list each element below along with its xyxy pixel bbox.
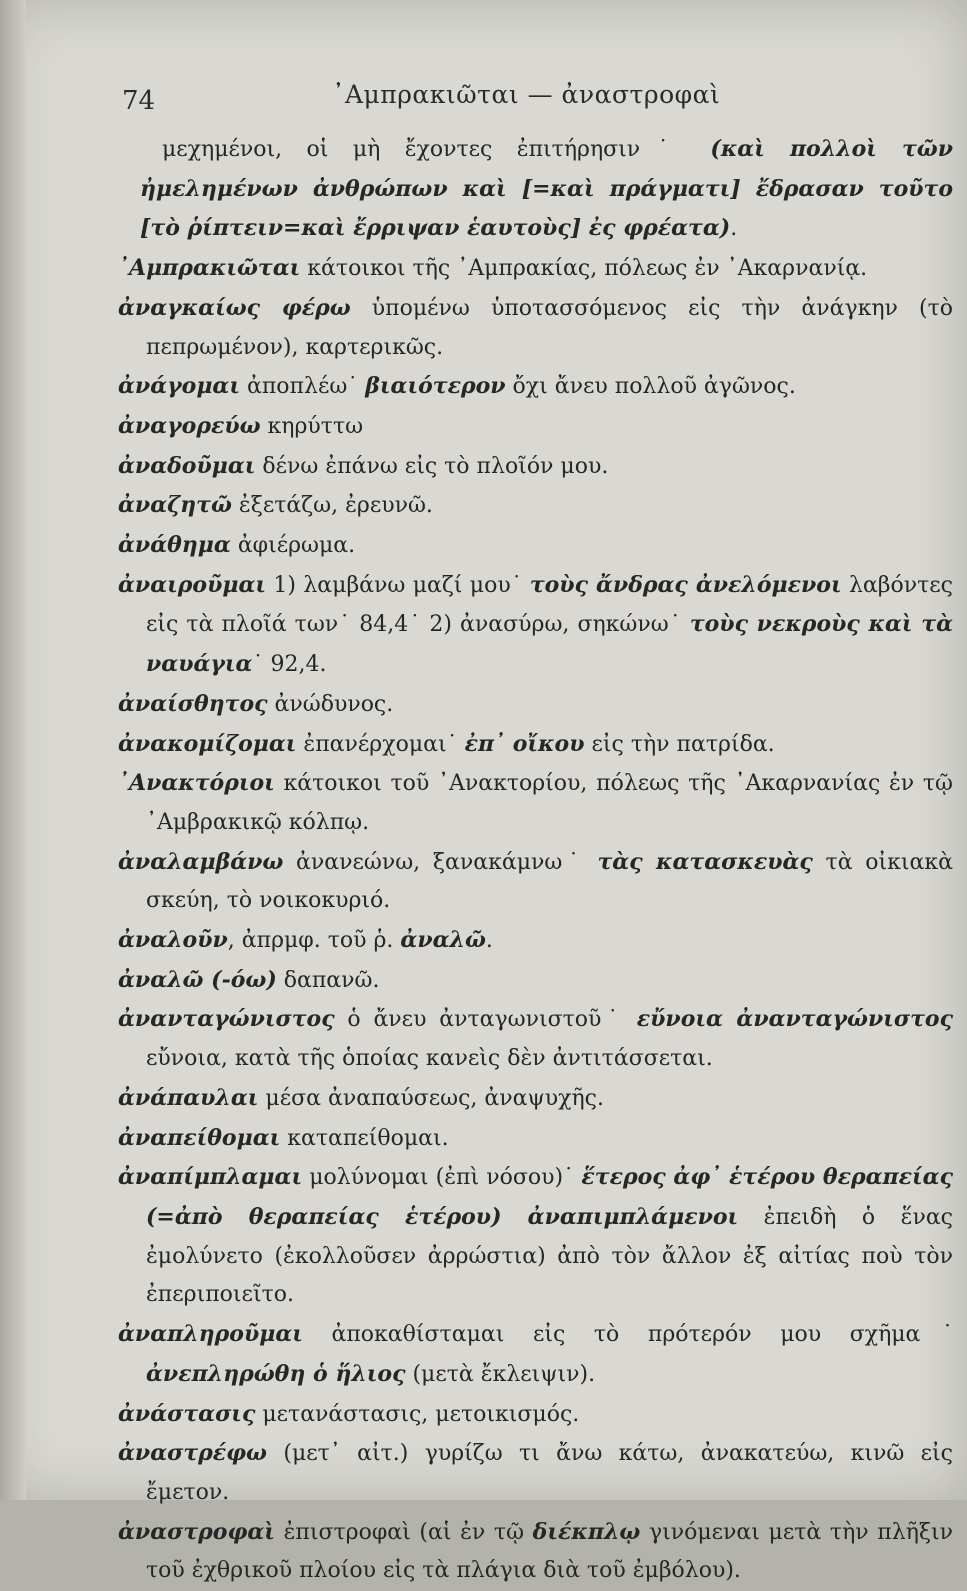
- headword: ἀναγκαίως φέρω: [118, 294, 351, 321]
- running-head: ᾿Αμπρακιῶται — ἀναστροφαὶ: [332, 80, 721, 109]
- headword: ἀναλῶ (-όω): [118, 966, 277, 993]
- glossary-entry: ἀνάστασις μετανάστασις, μετοικισμός.: [118, 1400, 580, 1427]
- headword: ἀνάγομαι: [118, 373, 240, 400]
- glossary-entry: ἀναπείθομαι καταπείθομαι.: [118, 1124, 449, 1151]
- headword: ἀνανταγώνιστος: [118, 1006, 335, 1033]
- glossary-entry: ἀναπίμπλαμαι μολύνομαι (ἐπὶ νόσου)˙ ἕτερος ἀφ᾿ ἑτέρου θεραπείας (=ἀπὸ θεραπείας ἑτέρου) ἀναπιμπλάμενοι ἐπειδὴ ὁ ἕνας ἐμολύνετο (ἐκολλοῦσεν ἀρρώστια) ἀπὸ τὸν ἄλλον ἐξ αἰτίας ποὺ τὸν ἐπεριποιεῖτο.: [118, 1164, 953, 1308]
- headword: ἀναγορεύω: [118, 412, 261, 439]
- glossary-entry: ἀναδοῦμαι δένω ἐπάνω εἰς τὸ πλοῖόν μου.: [118, 452, 609, 479]
- glossary-entry: ᾿Ανακτόριοι κάτοικοι τοῦ ᾿Ανακτορίου, πόλεως τῆς ᾿Ακαρνανίας ἐν τῷ ᾿Αμβρακικῷ κόλπῳ.: [118, 770, 953, 835]
- glossary-entry: ἀνακομίζομαι ἐπανέρχομαι˙ ἐπ᾿ οἴκου εἰς τὴν πατρίδα.: [118, 730, 775, 757]
- page-binding-edge: [0, 0, 26, 1500]
- glossary-entry: ἀναλοῦν, ἀπρμφ. τοῦ ῥ. ἀναλῶ.: [118, 927, 493, 954]
- glossary-entry: ἀνάθημα ἀφιέρωμα.: [118, 532, 356, 559]
- glossary-entry: ἀναγορεύω κηρύττω: [118, 412, 364, 439]
- glossary-entry: ἀναζητῶ ἐξετάζω, ἐρευνῶ.: [118, 492, 433, 519]
- glossary-entry: ἀνάγομαι ἀποπλέω˙ βιαιότερον ὄχι ἄνευ πολλοῦ ἀγῶνος.: [118, 373, 796, 400]
- page-number: 74: [122, 86, 156, 116]
- headword: ἀναστρέφω: [118, 1440, 268, 1467]
- headword: ἀναίσθητος: [118, 690, 268, 717]
- headword: ἀνακομίζομαι: [118, 730, 297, 757]
- headword: ἀναδοῦμαι: [118, 452, 256, 479]
- headword: ᾿Αμπρακιῶται: [118, 255, 301, 282]
- glossary-entry: ἀναιροῦμαι 1) λαμβάνω μαζί μου˙ τοὺς ἄνδρας ἀνελόμενοι λαβόντες εἰς τὰ πλοῖά των˙ 84,4˙ 2) ἀνασύρω, σηκώνω˙ τοὺς νεκροὺς καὶ τὰ ναυάγια˙ 92,4.: [118, 571, 953, 678]
- glossary-entry: ἀνάπαυλαι μέσα ἀναπαύσεως, ἀναψυχῆς.: [118, 1084, 604, 1111]
- headword: ἀναπίμπλαμαι: [118, 1164, 303, 1191]
- headword: ἀναπείθομαι: [118, 1124, 281, 1151]
- headword: ἀναιροῦμαι: [118, 571, 267, 598]
- headword: ἀνάθημα: [118, 532, 231, 559]
- glossary-entry: ἀνανταγώνιστος ὁ ἄνευ ἀνταγωνιστοῦ˙ εὔνοια ἀνανταγώνιστος εὔνοια, κατὰ τῆς ὁποίας κανεὶς δὲν ἀντιτάσσεται.: [118, 1006, 954, 1072]
- glossary-entry: ἀναστρέφω (μετ᾿ αἰτ.) γυρίζω τι ἄνω κάτω, ἀνακατεύω, κινῶ εἰς ἔμετον.: [118, 1440, 953, 1505]
- headword: ἀνάστασις: [118, 1400, 256, 1427]
- page-header: [122, 76, 962, 116]
- headword: ἀναζητῶ: [118, 492, 232, 519]
- glossary-entry: ἀναπληροῦμαι ἀποκαθίσταμαι εἰς τὸ πρότερόν μου σχῆμα˙ ἀνεπληρώθη ὁ ἥλιος (μετὰ ἔκλειψιν).: [118, 1321, 953, 1387]
- glossary-entry: ἀναλαμβάνω ἀνανεώνω, ξανακάμνω˙ τὰς κατασκευὰς τὰ οἰκιακὰ σκεύη, τὸ νοικοκυριό.: [118, 848, 953, 914]
- headword: ᾿Ανακτόριοι: [118, 770, 275, 797]
- headword: ἀνάπαυλαι: [118, 1084, 259, 1111]
- glossary-entry: ᾿Αμπρακιῶται κάτοικοι τῆς ᾿Αμπρακίας, πόλεως ἐν ᾿Ακαρνανίᾳ.: [118, 255, 868, 282]
- glossary-entry: ἀναστροφαὶ ἐπιστροφαὶ (αἱ ἐν τῷ διέκπλῳ γινόμεναι μετὰ τὴν πλῆξιν τοῦ ἐχθρικοῦ πλοίου εἰς τὰ πλάγια διὰ τοῦ ἐμβόλου).: [118, 1518, 953, 1584]
- glossary-entry: ἀναίσθητος ἀνώδυνος.: [118, 690, 394, 717]
- glossary-entry: μεχημένοι, οἱ μὴ ἔχοντες ἐπιτήρησιν˙ (καὶ πολλοὶ τῶν ἠμελημένων ἀνθρώπων καὶ [=καὶ πράγματι] ἔδρασαν τοῦτο [τὸ ῥίπτειν=καὶ ἔρριψαν ἑαυτοὺς] ἐς φρέατα).: [140, 136, 953, 242]
- headword: ἀναστροφαὶ: [118, 1518, 275, 1545]
- headword: ἀναπληροῦμαι: [118, 1321, 303, 1348]
- glossary-text: [118, 130, 953, 1591]
- headword: ἀναλοῦν: [118, 927, 228, 954]
- headword: ἀναλαμβάνω: [118, 848, 284, 875]
- glossary-entry: ἀναγκαίως φέρω ὑπομένω ὑποτασσόμενος εἰς τὴν ἀνάγκην (τὸ πεπρωμένον), καρτερικῶς.: [118, 294, 953, 360]
- glossary-entry: ἀναλῶ (-όω) δαπανῶ.: [118, 966, 380, 993]
